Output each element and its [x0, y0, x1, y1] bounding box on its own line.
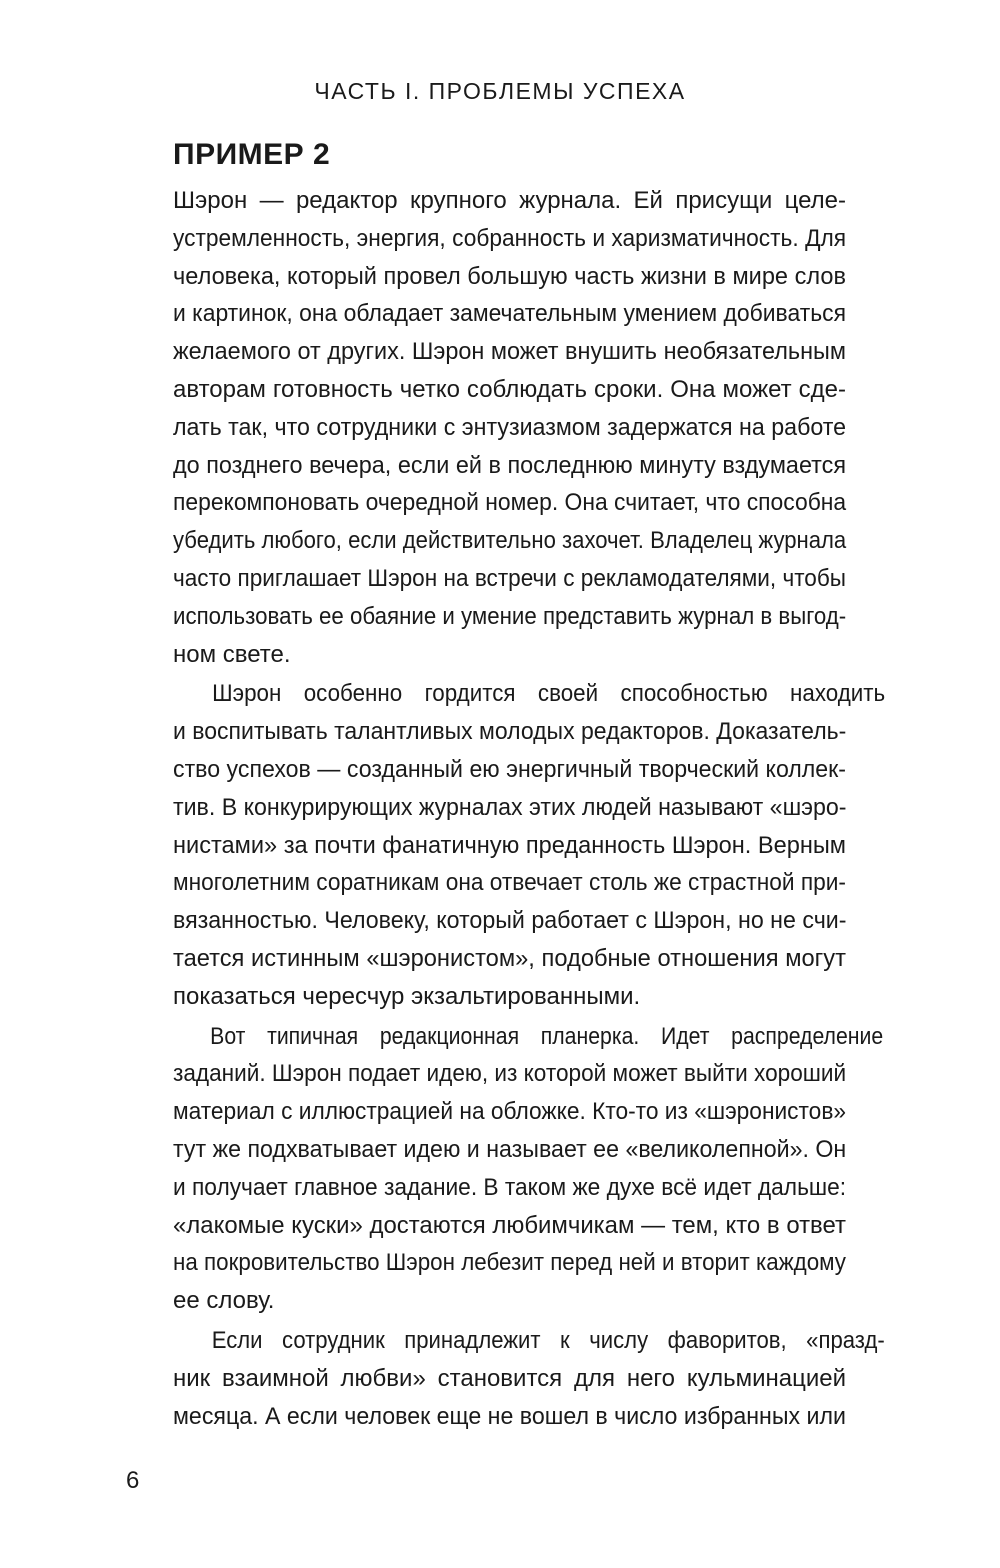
text-line: на покровительство Шэрон лебезит перед ней и вторит каждому: [173, 1249, 846, 1277]
text-line: Вот типичная редакционная планерка. Идет распределение: [210, 1022, 884, 1050]
text-line: человека, который провел большую часть жизни в мире слов: [173, 262, 846, 290]
text-line: нистами» за почти фанатичную преданность Шэрон. Верным: [173, 831, 847, 859]
text-line: убедить любого, если действительно захочет. Владелец журнала: [173, 527, 847, 555]
text-line: показаться чересчур экзальтированными.: [173, 982, 641, 1010]
text-line: авторам готовность четко соблюдать сроки. Она может сде-: [173, 375, 846, 403]
text-line: тается истинным «шэронистом», подобные отношения могут: [173, 944, 846, 972]
text-line: Шэрон — редактор крупного журнала. Ей присущи целе-: [173, 187, 846, 214]
page-number: 6: [126, 1467, 140, 1494]
text-line: материал с иллюстрацией на обложке. Кто-то из «шэронистов»: [173, 1098, 847, 1126]
text-line: лать так, что сотрудники с энтузиазмом задержатся на работе: [173, 413, 847, 441]
text-line: многолетним соратникам она отвечает столь же страстной при-: [173, 869, 846, 897]
text-line: ее слову.: [173, 1287, 275, 1315]
text-line: до позднего вечера, если ей в последнюю минуту вздумается: [173, 451, 847, 479]
text-line: тут же подхватывает идею и называет ее «великолепной». Он: [173, 1135, 847, 1163]
text-line: и получает главное задание. В таком же духе всё идет дальше:: [173, 1173, 847, 1201]
paragraph: [173, 675, 886, 1015]
running-head: ЧАСТЬ I. ПРОБЛЕМЫ УСПЕХА: [314, 78, 686, 104]
paragraph: [173, 182, 846, 673]
text-line: ник взаимной любви» становится для него кульминацией: [173, 1364, 846, 1392]
text-line: вязанностью. Человеку, который работает с Шэрон, но не счи-: [173, 907, 847, 935]
text-line: тив. В конкурирующих журналах этих людей называют «шэро-: [173, 793, 847, 821]
text-line: желаемого от других. Шэрон может внушить необязательным: [173, 338, 847, 366]
text-line: Шэрон особенно гордится своей способностью находить: [212, 680, 886, 708]
body-text: [173, 182, 886, 1435]
text-line: часто приглашает Шэрон на встречи с рекламодателями, чтобы: [173, 564, 846, 592]
text-line: перекомпоновать очередной номер. Она считает, что способна: [173, 489, 847, 517]
text-line: использовать ее обаяние и умение представить журнал в выгод-: [173, 602, 847, 630]
section-heading: ПРИМЕР 2: [173, 138, 331, 171]
text-line: устремленность, энергия, собранность и харизматичность. Для: [173, 224, 847, 252]
text-line: ство успехов — созданный ею энергичный творческий коллек-: [173, 755, 847, 783]
text-line: заданий. Шэрон подает идею, из которой может выйти хороший: [173, 1060, 847, 1088]
text-line: месяца. А если человек еще не вошел в число избранных или: [173, 1402, 846, 1430]
paragraph: [173, 1018, 884, 1320]
text-line: и картинок, она обладает замечательным умением добиваться: [173, 300, 846, 328]
text-line: «лакомые куски» достаются любимчикам — тем, кто в ответ: [173, 1211, 846, 1239]
text-line: ном свете.: [173, 640, 291, 668]
text-line: и воспитывать талантливых молодых редакторов. Доказатель-: [173, 718, 847, 746]
paragraph: [173, 1322, 885, 1435]
text-line: Если сотрудник принадлежит к числу фаворитов, «празд-: [211, 1326, 885, 1354]
